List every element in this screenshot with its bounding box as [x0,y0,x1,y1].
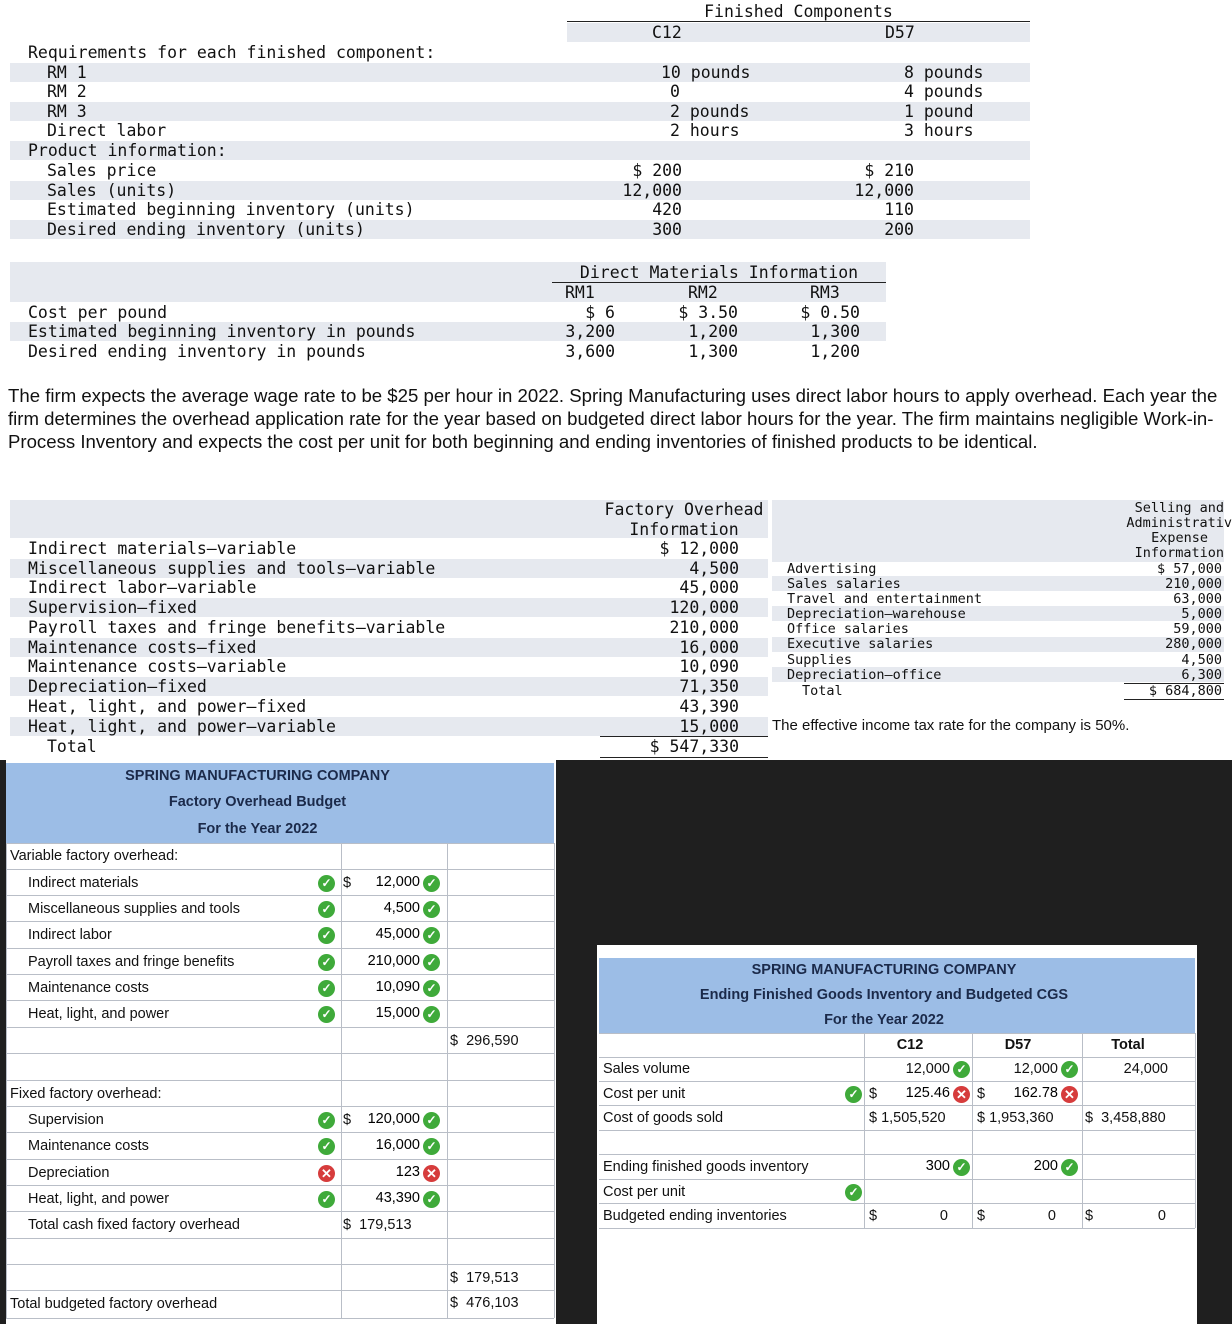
check-icon: ✓ [318,1112,335,1129]
variable-value-input[interactable] [350,899,420,917]
check-icon: ✓ [423,1006,440,1023]
product-row-c12: $ 200 [632,161,682,180]
variable-row-label: Maintenance costs [28,980,149,996]
x-mark-icon: ✕ [953,1086,970,1103]
cgs-c12: $ 1,505,520 [869,1110,946,1126]
fo-total-value: $ 547,330 [649,737,739,756]
fo-row-label: Payroll taxes and fringe benefits—variable [28,618,446,637]
budgeted-ending-d57: 0 [1047,1208,1056,1224]
fo-row-value: 43,390 [679,697,739,716]
grid-line [599,1081,1195,1082]
dm-row-label: Cost per pound [28,303,168,322]
dm-rm3: 1,300 [810,322,860,341]
fo-row-value: 4,500 [689,559,739,578]
grid-line [6,843,7,1318]
product-row-label: Desired ending inventory (units) [47,220,365,239]
sga-row-value: 63,000 [1173,591,1222,607]
req-row-label: RM 3 [47,102,87,121]
col-c12: C12 [896,1037,924,1053]
grid-line [6,843,554,844]
sga-header-line: Administrativ [1126,515,1232,531]
grid-line [6,1080,554,1081]
req-row-c12: 2 pounds [670,102,750,121]
fo-row-value: 16,000 [679,638,739,657]
fo-row-value: 45,000 [679,578,739,597]
finished-components-header: Finished Components [704,2,893,21]
fixed-row-label: Depreciation [28,1165,110,1181]
divider [1124,699,1224,700]
dm-rm2: 1,300 [688,342,738,361]
product-row-c12: 300 [652,220,682,239]
budgeted-ending-label: Budgeted ending inventories [603,1208,787,1224]
req-row-d57: 8 pounds [904,63,984,82]
budget-period [6,816,554,843]
variable-value-input[interactable] [350,952,420,970]
grid-line [554,843,555,1318]
grid-line [599,1105,1195,1106]
product-row-label: Sales price [47,161,157,180]
cgs-label: Cost of goods sold [603,1110,724,1126]
fo-row-value: 10,090 [679,657,739,676]
grid-line [599,1057,1195,1058]
fo-row-value: $ 12,000 [659,539,739,558]
dm-rm1: 3,200 [565,322,615,341]
fixed-value-input[interactable] [350,1189,420,1207]
product-info-title: Product information: [28,141,227,160]
check-icon: ✓ [845,1086,862,1103]
fixed-value-input[interactable] [350,1110,420,1128]
req-row-c12: 2 hours [670,121,740,140]
ei-title [599,983,1195,1008]
ei-period-text: For the Year 2022 [824,1012,944,1028]
col-rm3: RM3 [810,283,840,302]
grid-line [972,1033,973,1228]
grid-line [6,1132,554,1133]
check-icon: ✓ [423,901,440,918]
grid-line [599,1203,1195,1204]
x-mark-icon: ✕ [1061,1086,1078,1103]
ei-period [599,1008,1195,1033]
variable-row-label: Indirect materials [28,875,139,891]
check-icon: ✓ [318,954,335,971]
sales-volume-c12: 12,000 [905,1061,950,1077]
grid-line [6,1159,554,1160]
ending-inv-d57-input[interactable] [988,1157,1058,1175]
check-icon: ✓ [423,927,440,944]
sga-header-line: Expense [1151,530,1208,546]
col-c12-header: C12 [652,23,682,42]
sga-row-value: 4,500 [1181,652,1222,668]
variable-value-input[interactable] [350,978,420,996]
check-icon: ✓ [1061,1159,1078,1176]
ending-inv-label: Ending finished goods inventory [603,1159,809,1175]
cash-fixed-value: $ 179,513 [343,1217,412,1233]
sga-row-label: Depreciation—office [787,667,942,683]
req-row-d57: 1 pound [904,102,974,121]
grid-line [6,1000,554,1001]
fo-row-value: 210,000 [669,618,739,637]
check-icon: ✓ [953,1159,970,1176]
grid-line [447,843,448,1318]
dm-row-label: Desired ending inventory in pounds [28,342,366,361]
req-row-d57: 4 pounds [904,82,984,101]
sga-row-label: Advertising [787,561,877,577]
grid-line [6,1185,554,1186]
grid-line [599,1154,1195,1155]
product-row-d57: $ 210 [864,161,914,180]
dollar-sign: $ [343,875,352,891]
variable-row-label: Payroll taxes and fringe benefits [28,954,235,970]
dm-rm3: 1,200 [810,342,860,361]
grid-line [6,1106,554,1107]
row-stripe [10,102,1030,121]
sga-row-value: 210,000 [1165,576,1222,592]
col-total: Total [1111,1037,1145,1053]
sga-row-label: Executive salaries [787,636,934,652]
divider [567,21,1030,22]
cost-per-unit2-label: Cost per unit [603,1184,686,1200]
req-row-label: RM 1 [47,63,87,82]
dm-rm2: $ 3.50 [678,303,738,322]
grid-line [1195,1033,1196,1228]
fo-row-label: Miscellaneous supplies and tools—variable [28,559,436,578]
sga-row-value: 280,000 [1165,636,1222,652]
check-icon: ✓ [318,1006,335,1023]
check-icon: ✓ [423,1191,440,1208]
sga-row-label: Supplies [787,652,853,668]
check-icon: ✓ [423,1112,440,1129]
grid-line [6,1264,554,1265]
budget-title-text: Factory Overhead Budget [168,794,347,810]
check-icon: ✓ [318,875,335,892]
sales-volume-label: Sales volume [603,1061,691,1077]
fo-row-value: 15,000 [679,717,739,736]
grid-line [6,1318,554,1319]
budget-period-text: For the Year 2022 [197,821,318,837]
product-row-d57: 110 [884,200,914,219]
grid-line [6,869,554,870]
fo-row-label: Depreciation—fixed [28,677,207,696]
product-row-label: Sales (units) [47,181,177,200]
grid-line [599,1033,1195,1034]
fo-row-label: Maintenance costs—variable [28,657,287,676]
fo-row-value: 71,350 [679,677,739,696]
budget-title [6,789,554,816]
dollar-sign: $ [869,1208,878,1224]
req-row-label: RM 2 [47,82,87,101]
col-rm1: RM1 [565,283,595,302]
sga-header-line: Selling and [1134,500,1224,516]
sga-header-line: Information [1134,545,1224,561]
grid-line [6,1211,554,1212]
sga-total-label: Total [802,683,843,699]
dm-rm2: 1,200 [688,322,738,341]
check-icon: ✓ [423,980,440,997]
row-stripe [10,63,1030,82]
fo-row-label: Supervision—fixed [28,598,197,617]
fixed-row-label: Supervision [28,1112,104,1128]
sga-row-label: Depreciation—warehouse [787,606,966,622]
req-row-c12: 10 pounds [661,63,751,82]
grid-line [599,1228,1195,1229]
fo-total-label: Total [47,737,97,756]
check-icon: ✓ [423,875,440,892]
grid-line [864,1033,865,1228]
dollar-sign: $ [869,1086,878,1102]
grid-line [1082,1033,1083,1228]
tax-rate-note: The effective income tax rate for the company is 50%. [772,717,1130,734]
budget-company-text: SPRING MANUFACTURING COMPANY [125,768,390,784]
check-icon: ✓ [318,901,335,918]
dm-rm1: $ 6 [585,303,615,322]
check-icon: ✓ [423,954,440,971]
sga-row-value: 6,300 [1181,667,1222,683]
sga-row-label: Office salaries [787,621,909,637]
ei-company-text: SPRING MANUFACTURING COMPANY [751,962,1017,978]
grid-line [6,974,554,975]
dollar-sign: $ [977,1086,986,1102]
variable-overhead-title: Variable factory overhead: [10,848,179,864]
grid-line [6,1238,554,1239]
req-row-d57: 3 hours [904,121,974,140]
cost-per-unit-d57-input[interactable] [988,1084,1058,1102]
budgeted-ending-total: 0 [1157,1208,1166,1224]
dollar-sign: $ [977,1208,986,1224]
product-row-d57: 200 [884,220,914,239]
dm-rm3: $ 0.50 [800,303,860,322]
req-row-c12: 0 [670,82,680,101]
dollar-sign: $ [343,1112,352,1128]
header-stripe [567,23,1030,42]
wage-rate-paragraph: The firm expects the average wage rate to be $25 per hour in 2022. Spring Manufacturing uses direct labor hours to apply overhead. Each year the firm determines the overhead application rate for the year based on budgeted direct labor hours for the year. The firm maintains negligible Work-in-Process Inventory and expects the cost per unit for both beginning and ending inventories of finished products to be identical. [8,385,1218,452]
col-d57-header: D57 [885,23,915,42]
dollar-sign: $ [1085,1208,1094,1224]
grid-line [599,1179,1195,1180]
sales-volume-d57: 12,000 [1013,1061,1058,1077]
cost-per-unit-c12-input[interactable] [880,1084,950,1102]
dm-row-label: Estimated beginning inventory in pounds [28,322,416,341]
variable-row-label: Indirect labor [28,927,112,943]
fo-row-label: Maintenance costs—fixed [28,638,257,657]
fo-header-line2: Information [629,520,739,539]
grid-line [599,1130,1195,1131]
fixed-value-input[interactable] [350,1163,420,1181]
variable-total: $ 296,590 [450,1033,519,1049]
cost-per-unit-label: Cost per unit [603,1086,686,1102]
grid-line [6,895,554,896]
grid-line [6,948,554,949]
variable-value-input[interactable] [350,925,420,943]
ei-company [599,958,1195,983]
product-row-c12: 12,000 [622,181,682,200]
sga-row-value: 59,000 [1173,621,1222,637]
fo-row-label: Heat, light, and power—variable [28,717,336,736]
sga-row-label: Travel and entertainment [787,591,983,607]
sga-row-value: $ 57,000 [1156,561,1222,577]
check-icon: ✓ [953,1061,970,1078]
fo-row-label: Indirect labor—variable [28,578,257,597]
fixed-total: $ 179,513 [450,1270,519,1286]
budgeted-ending-c12: 0 [939,1208,948,1224]
cgs-total: $ 3,458,880 [1085,1110,1166,1126]
product-row-d57: 12,000 [854,181,914,200]
col-rm2: RM2 [688,283,718,302]
variable-row-label: Miscellaneous supplies and tools [28,901,240,917]
grid-line [6,921,554,922]
divider [600,757,768,758]
fixed-row-label: Heat, light, and power [28,1191,170,1207]
grid-line [6,1053,554,1054]
grid-line [341,843,342,1318]
check-icon: ✓ [318,1191,335,1208]
req-row-label: Direct labor [47,121,167,140]
grid-line [6,1290,554,1291]
sga-total-value: $ 684,800 [1148,683,1222,699]
variable-row-label: Heat, light, and power [28,1006,170,1022]
fixed-row-label: Maintenance costs [28,1138,149,1154]
check-icon: ✓ [423,1138,440,1155]
check-icon: ✓ [845,1184,862,1201]
product-row-c12: 420 [652,200,682,219]
budgeted-overhead-label: Total budgeted factory overhead [10,1296,218,1312]
fo-header-line1: Factory Overhead [604,500,764,519]
budget-company [6,763,554,789]
check-icon: ✓ [318,927,335,944]
fo-row-label: Heat, light, and power—fixed [28,697,307,716]
variable-value-input[interactable] [350,873,420,891]
fixed-overhead-title: Fixed factory overhead: [10,1086,162,1102]
sales-volume-total: 24,000 [1123,1061,1168,1077]
x-mark-icon: ✕ [423,1165,440,1182]
direct-materials-header: Direct Materials Information [579,263,859,282]
requirements-title: Requirements for each finished component: [28,43,436,62]
grid-line [6,1027,554,1028]
check-icon: ✓ [318,980,335,997]
product-row-label: Estimated beginning inventory (units) [47,200,415,219]
cgs-d57: $ 1,953,360 [977,1110,1054,1126]
sga-row-value: 5,000 [1181,606,1222,622]
check-icon: ✓ [1061,1061,1078,1078]
budgeted-overhead-value: $ 476,103 [450,1295,519,1311]
fo-row-value: 120,000 [669,598,739,617]
variable-value-input[interactable] [350,1004,420,1022]
col-d57: D57 [1004,1037,1032,1053]
sga-row-label: Sales salaries [787,576,901,592]
ending-inv-c12-input[interactable] [880,1157,950,1175]
ei-title-text: Ending Finished Goods Inventory and Budgeted CGS [699,987,1069,1003]
cash-fixed-label: Total cash fixed factory overhead [28,1217,240,1233]
fo-row-label: Indirect materials—variable [28,539,297,558]
dm-rm1: 3,600 [565,342,615,361]
check-icon: ✓ [318,1138,335,1155]
x-mark-icon: ✕ [318,1165,335,1182]
fixed-value-input[interactable] [350,1136,420,1154]
